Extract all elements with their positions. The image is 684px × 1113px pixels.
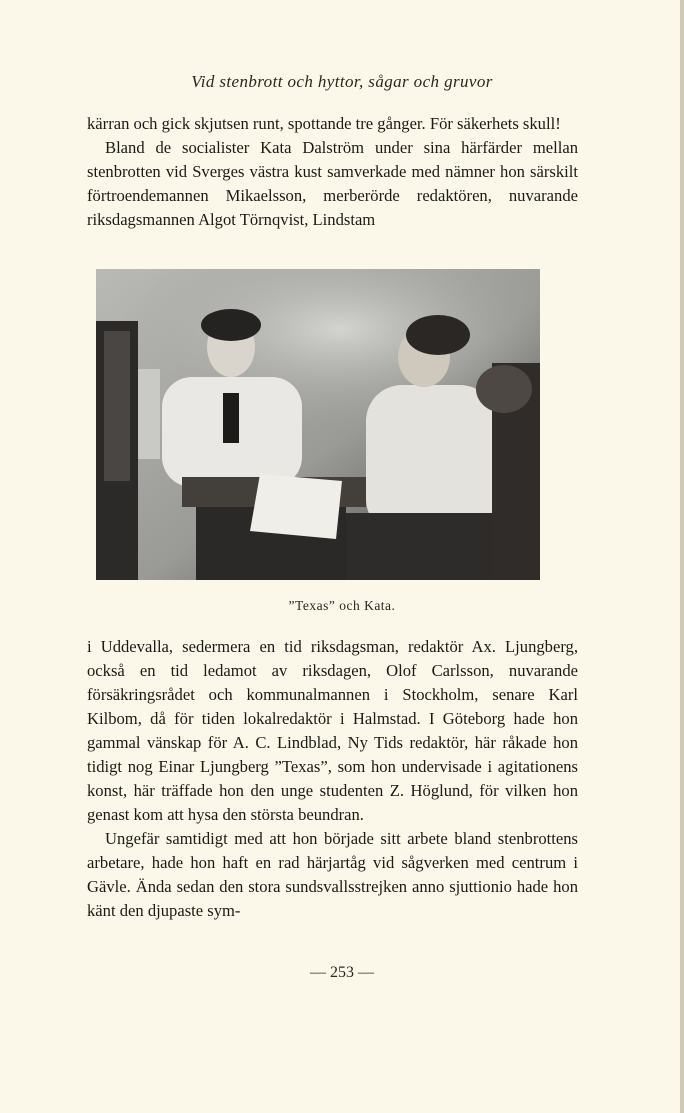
paragraph: Ungefär samtidigt med att hon började sitt arbete bland stenbrottens arbetare, hade hon haft en rad härjartåg vid sågverken med centrum i Gävle. Ända sedan den stora sundsvallsstrejken anno sjuttionio hade hon känt den djupaste sym- — [87, 829, 578, 920]
photograph — [96, 269, 540, 580]
photo-caption: ”Texas” och Kata. — [288, 598, 396, 613]
page-edge — [680, 0, 684, 1113]
running-head: Vid stenbrott och hyttor, sågar och gruvor — [191, 72, 493, 91]
paragraph: Bland de socialister Kata Dalström under sina härfärder mellan stenbrotten vid Sverges västra kust samverkade med nämner hon särskilt förtroendemannen Mikaelsson, merberörde redaktören, nuvarande riksdagsmannen Algot Törnqvist, Lindstam — [87, 138, 578, 229]
text-block-bottom — [87, 635, 578, 923]
paragraph: kärran och gick skjutsen runt, spottande tre gånger. För säkerhets skull! — [87, 114, 561, 133]
page-number: — 253 — — [310, 964, 374, 981]
text-block-top — [87, 112, 578, 232]
paragraph: i Uddevalla, sedermera en tid riksdagsman, redaktör Ax. Ljungberg, också en tid ledamot av riksdagen, Olof Carlsson, nuvarande försäkringsrådet och kommunalmannen i Stockholm, senare Karl Kilbom, då för tiden lokalredaktör i Halmstad. I Göteborg hade hon gammal vänskap för A. C. Lindblad, Ny Tids redaktör, här råkade hon tidigt nog Einar Ljungberg ”Texas”, som hon undervisade i agitationens konst, här träffade hon den unge studenten Z. Höglund, för vilken hon genast kom att hysa den största beundran. — [87, 637, 578, 824]
